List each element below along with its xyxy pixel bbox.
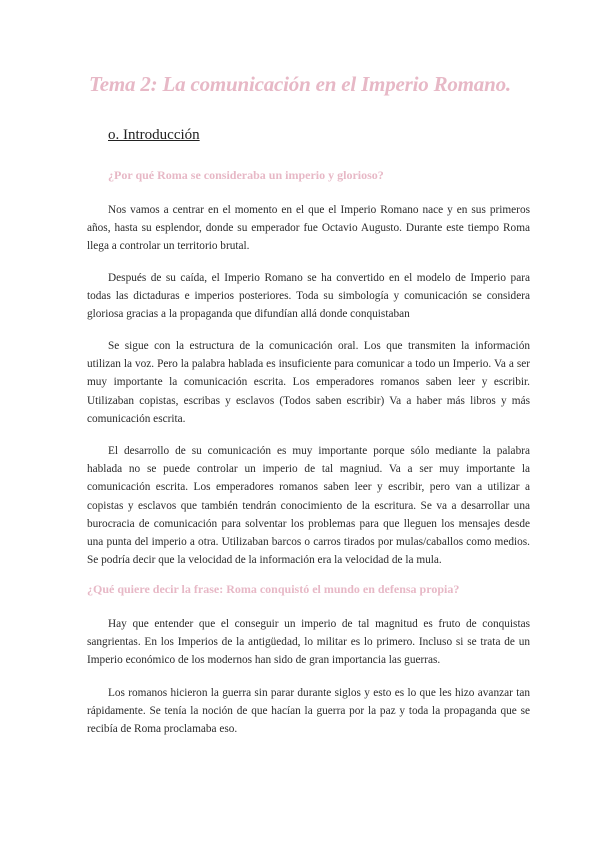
paragraph-4: El desarrollo de su comunicación es muy importante porque sólo mediante la palabra hablada no se puede controlar un imperio de tal magniud. Va a ser muy importante la comunicación escrita. Los emperadores romanos saben leer y escribir, pero van a utilizar a copistas y esclavos que también tendrán conocimiento de la escritura. Se va a desarrollar una burocracia de comunicación para solventar los problemas para que lleguen los mensajes desde una punta del imperio a otra. Utilizaban barcos o carros tirados por mulas/caballos como medios. Se podría decir que la velocidad de la información era la velocidad de la mula. (87, 445, 530, 567)
paragraph-2: Después de su caída, el Imperio Romano se ha convertido en el modelo de Imperio para todas las dictaduras e imperios posteriores. Toda su simbología y comunicación se considera gloriosa gracias a la propaganda que difundían allá donde conquistaban (87, 272, 530, 321)
paragraph-1: Nos vamos a centrar en el momento en el que el Imperio Romano nace y en sus primeros años, hasta su esplendor, donde su emperador fue Octavio Augusto. Durante este tiempo Roma llega a controlar un territorio brutal. (87, 204, 530, 253)
paragraph-3: Se sigue con la estructura de la comunicación oral. Los que transmiten la información utilizan la voz. Pero la palabra hablada es insuficiente para comunicar a todo un Imperio. Va a ser muy importante la comunicación escrita. Los emperadores romanos saben leer y escribir. Utilizaban copistas, escribas y esclavos (Todos saben escribir) Va a haber más libros y más comunicación escrita. (87, 340, 530, 425)
paragraph-5: Hay que entender que el conseguir un imperio de tal magnitud es fruto de conquistas sangrientas. En los Imperios de la antigüedad, lo militar es lo primero. Incluso si se trata de un Imperio económico de los modernos han sido de gran importancia las guerras. (87, 618, 530, 667)
question-heading-1: ¿Por qué Roma se consideraba un imperio y glorioso? (108, 168, 384, 182)
paragraph-6: Los romanos hicieron la guerra sin parar durante siglos y esto es lo que les hizo avanzar tan rápidamente. Se tenía la noción de que hacían la guerra por la paz y toda la propaganda que se recibía de Roma proclamaba eso. (87, 687, 530, 736)
document-title: Tema 2: La comunicación en el Imperio Romano. (89, 72, 511, 96)
question-heading-2: ¿Qué quiere decir la frase: Roma conquistó el mundo en defensa propia? (87, 582, 460, 596)
section-heading-introduction: o. Introducción (108, 127, 200, 143)
